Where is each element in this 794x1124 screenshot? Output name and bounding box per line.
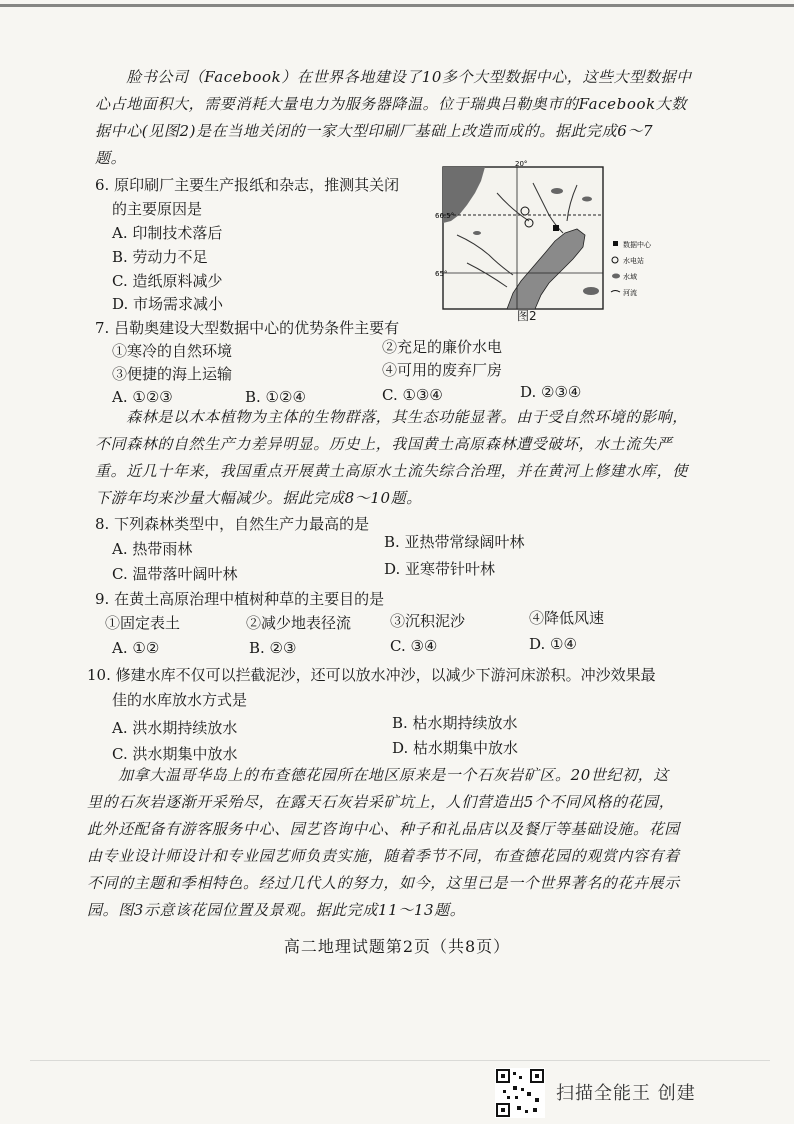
q9-choice-1: ①固定表土	[105, 614, 181, 632]
passage1-line2: 心占地面积大，需要消耗大量电力为服务器降温。位于瑞典吕勒奥市的Facebook大数	[95, 95, 687, 113]
legend-water: 水域	[623, 273, 637, 281]
passage3-line1: 加拿大温哥华岛上的布查德花园所在地区原来是一个石灰岩矿区。20世纪初，这	[87, 766, 669, 784]
scan-edge	[0, 4, 794, 7]
passage3-line3: 此外还配备有游客服务中心、园艺咨询中心、种子和礼品店以及餐厅等基础设施。花园	[87, 820, 680, 838]
q7-choice-1: ①寒冷的自然环境	[112, 342, 233, 360]
q7-option-c: C. ①③④	[382, 386, 443, 404]
passage2-line4: 下游年均来沙量大幅减少。据此完成8～10题。	[95, 489, 422, 507]
q9-choice-3: ③沉积泥沙	[390, 612, 466, 630]
q8-option-d: D. 亚寒带针叶林	[384, 560, 496, 578]
q7-stem: 7. 吕勒奥建设大型数据中心的优势条件主要有	[95, 319, 400, 337]
scan-artifact-line	[30, 1060, 770, 1061]
passage2-line3: 重。近几十年来，我国重点开展黄土高原水土流失综合治理，并在黄河上修建水库，使	[95, 462, 688, 480]
lat-label-66: 66.5°	[435, 212, 455, 220]
q8-stem: 8. 下列森林类型中，自然生产力最高的是	[95, 515, 370, 533]
passage3-line2: 里的石灰岩逐渐开采殆尽，在露天石灰岩采矿坑上，人们营造出5个不同风格的花园，	[87, 793, 675, 811]
passage2-line2: 不同森林的自然生产力差异明显。历史上，我国黄土高原森林遭受破坏，水土流失严	[95, 435, 673, 453]
q6-option-b: B. 劳动力不足	[112, 248, 208, 266]
q10-stem-cont: 佳的水库放水方式是	[112, 691, 248, 709]
passage1-line3: 据中心(见图2)是在当地关闭的一家大型印刷厂基础上改造而成的。据此完成6～7	[95, 122, 654, 140]
q6-stem-cont: 的主要原因是	[112, 200, 203, 218]
page-footer: 高二地理试题第2页（共8页）	[283, 937, 511, 956]
figure2-caption: 图2	[517, 309, 537, 323]
legend-river: 河流	[623, 289, 637, 297]
q10-option-a: A. 洪水期持续放水	[112, 719, 238, 737]
legend-data-center: 数据中心	[623, 241, 651, 249]
q8-option-c: C. 温带落叶阔叶林	[112, 565, 238, 583]
legend-hydropower: 水电站	[623, 257, 644, 265]
q7-choice-4: ④可用的废弃厂房	[382, 361, 503, 379]
q7-choice-3: ③便捷的海上运输	[112, 365, 233, 383]
passage3-line6: 园。图3示意该花园位置及景观。据此完成11～13题。	[87, 901, 466, 919]
q10-option-b: B. 枯水期持续放水	[392, 714, 518, 732]
q6-option-a: A. 印制技术落后	[112, 224, 223, 242]
passage1-line4: 题。	[95, 149, 127, 167]
q8-option-b: B. 亚热带常绿阔叶林	[384, 533, 525, 551]
q9-option-a: A. ①②	[112, 639, 160, 657]
q7-option-d: D. ②③④	[520, 383, 582, 401]
passage3-line4: 由专业设计师设计和专业园艺师负责实施，随着季节不同，布查德花园的观赏内容有着	[87, 847, 680, 865]
q9-option-d: D. ①④	[529, 635, 577, 653]
q10-option-c: C. 洪水期集中放水	[112, 745, 238, 763]
q9-option-c: C. ③④	[390, 637, 438, 655]
q6-option-d: D. 市场需求减小	[112, 295, 224, 313]
passage1-line1: 脸书公司（Facebook）在世界各地建设了10多个大型数据中心，这些大型数据中	[95, 68, 692, 86]
figure2-map	[435, 160, 667, 313]
q8-option-a: A. 热带雨林	[112, 540, 193, 558]
lat-label-20: 20°	[515, 160, 528, 168]
q9-option-b: B. ②③	[249, 639, 297, 657]
passage3-line5: 不同的主题和季相特色。经过几代人的努力，如今，这里已是一个世界著名的花卉展示	[87, 874, 680, 892]
q7-option-a: A. ①②③	[112, 388, 173, 406]
lat-label-65: 65°	[435, 270, 448, 278]
q10-option-d: D. 枯水期集中放水	[392, 739, 519, 757]
q9-stem: 9. 在黄土高原治理中植树种草的主要目的是	[95, 590, 385, 608]
q9-choice-4: ④降低风速	[529, 609, 605, 627]
q9-choice-2: ②减少地表径流	[246, 614, 352, 632]
q10-stem: 10. 修建水库不仅可以拦截泥沙，还可以放水冲沙，以减少下游河床淤积。冲沙效果最	[87, 666, 656, 684]
q7-choice-2: ②充足的廉价水电	[382, 338, 503, 356]
q6-option-c: C. 造纸原料减少	[112, 272, 223, 290]
q6-stem: 6. 原印刷厂主要生产报纸和杂志，推测其关闭	[95, 176, 400, 194]
q7-option-b: B. ①②④	[245, 388, 306, 406]
scanner-watermark: 扫描全能王 创建	[556, 1083, 696, 1104]
passage2-line1: 森林是以木本植物为主体的生物群落，其生态功能显著。由于受自然环境的影响，	[95, 408, 688, 426]
